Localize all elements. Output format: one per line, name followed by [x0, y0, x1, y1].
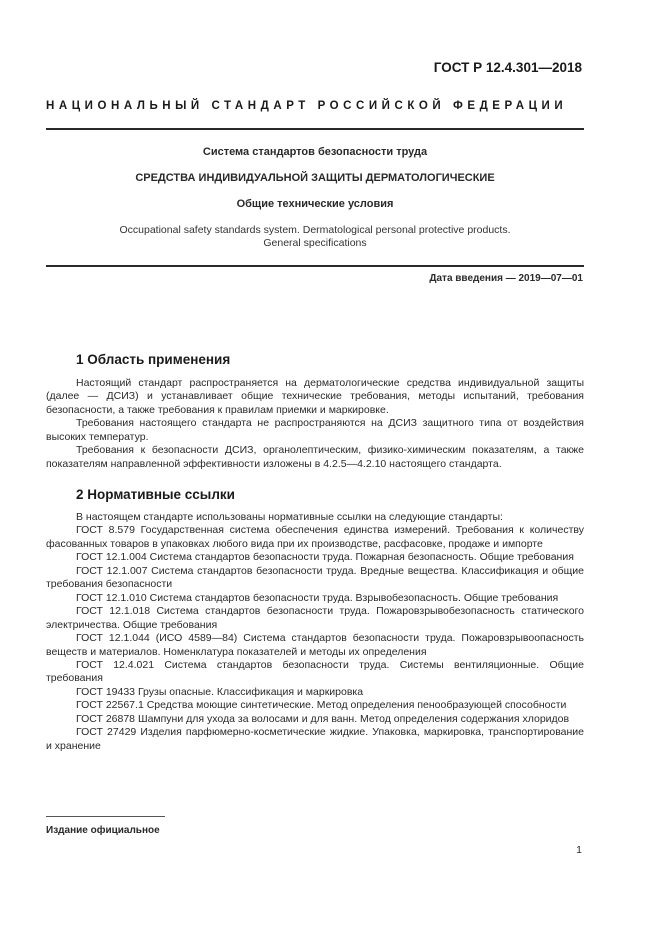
english-title-line1: Occupational safety standards system. Dermatological personal protective products. [119, 224, 511, 236]
reference-item: ГОСТ 12.1.004 Система стандартов безопасности труда. Пожарная безопасность. Общие требования [76, 551, 574, 564]
reference-item: ГОСТ 12.1.010 Система стандартов безопасности труда. Взрывобезопасность. Общие требования [76, 591, 559, 604]
reference-item: ГОСТ 19433 Грузы опасные. Классификация и маркировка [76, 685, 364, 698]
document-subtitle: Общие технические условия [236, 198, 394, 210]
reference-item: ГОСТ 22567.1 Средства моющие синтетические. Метод определения пенообразующей способности [76, 699, 567, 712]
reference-item: ГОСТ 27429 Изделия парфюмерно-косметические жидкие. Упаковка, маркировка, транспортирование и хранение [46, 726, 584, 752]
introduction-date: Дата введения — 2019—07—01 [429, 273, 583, 284]
title-divider [46, 265, 584, 267]
reference-item: ГОСТ 26878 Шампуни для ухода за волосами и для ванн. Метод определения содержания хлоридов [76, 712, 570, 725]
footer-divider [46, 816, 165, 817]
reference-item: ГОСТ 12.1.007 Система стандартов безопасности труда. Вредные вещества. Классификация и общие требования безопасности [46, 564, 584, 591]
national-standard-heading: НАЦИОНАЛЬНЫЙ СТАНДАРТ РОССИЙСКОЙ ФЕДЕРАЦИИ [46, 100, 568, 112]
document-title: СРЕДСТВА ИНДИВИДУАЛЬНОЙ ЗАЩИТЫ ДЕРМАТОЛОГИЧЕСКИЕ [135, 172, 495, 184]
page-number: 1 [576, 844, 582, 856]
reference-item: ГОСТ 12.1.044 (ИСО 4589—84) Система стандартов безопасности труда. Пожаровзрывоопасность веществ и материалов. Номенклатура показателей и методы их определения [46, 632, 584, 658]
section2-body [46, 511, 584, 753]
top-divider [46, 128, 584, 130]
section2-heading: 2 Нормативные ссылки [76, 487, 235, 502]
document-code: ГОСТ Р 12.4.301—2018 [433, 60, 582, 75]
english-title [46, 224, 584, 250]
paragraph: Требования настоящего стандарта не распространяются на ДСИЗ защитного типа от воздействия высоких температур. [46, 417, 584, 443]
reference-item: ГОСТ 12.1.018 Система стандартов безопасности труда. Пожаровзрывобезопасность статического электричества. Общие требования [46, 605, 584, 631]
section1-heading: 1 Область применения [76, 352, 231, 367]
reference-item: ГОСТ 8.579 Государственная система обеспечения единства измерений. Требования к количеству фасованных товаров в упаковках любого вида при их производстве, расфасовке, продаже и импорте [46, 524, 584, 550]
standards-system-title: Система стандартов безопасности труда [202, 146, 428, 158]
official-edition-label: Издание официальное [46, 825, 160, 836]
english-title-line2: General specifications [263, 237, 367, 249]
paragraph: Требования к безопасности ДСИЗ, органолептическим, физико-химическим показателям, а также показателям направленной эффективности изложены в 4.2.5—4.2.10 настоящего стандарта. [46, 444, 584, 470]
reference-item: ГОСТ 12.4.021 Система стандартов безопасности труда. Системы вентиляционные. Общие требования [46, 658, 584, 685]
section1-body [46, 377, 584, 471]
paragraph: В настоящем стандарте использованы нормативные ссылки на следующие стандарты: [76, 511, 503, 523]
paragraph: Настоящий стандарт распространяется на дерматологические средства индивидуальной защиты (далее — ДСИЗ) и устанавливает общие технические требования, методы испытаний, требования безопасности, а также требования к правилам приемки и маркировке. [46, 377, 584, 416]
